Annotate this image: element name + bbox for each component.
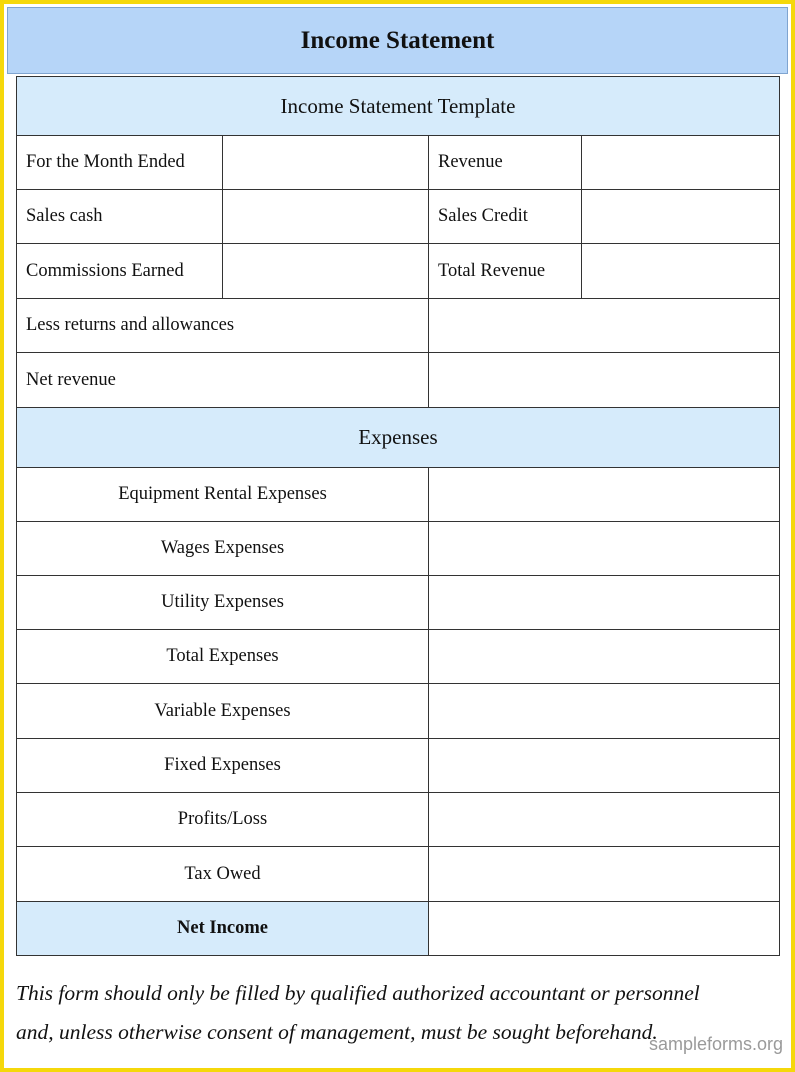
expenses-section-header: [17, 408, 779, 468]
label-revenue: Revenue: [429, 136, 582, 189]
commissions-earned-field[interactable]: [223, 244, 429, 298]
tax-owed-field[interactable]: [429, 847, 779, 901]
table-row: [17, 136, 779, 190]
income-statement-form: [16, 76, 780, 956]
watermark: sampleforms.org: [648, 1034, 783, 1054]
profits-loss-field[interactable]: [429, 793, 779, 846]
table-row: [17, 299, 779, 353]
label-fixed-expenses: Fixed Expenses: [17, 739, 429, 792]
table-row: [17, 684, 779, 739]
table-row: [17, 522, 779, 576]
table-row: [17, 793, 779, 847]
variable-expenses-field[interactable]: [429, 684, 779, 738]
net-income-field[interactable]: [429, 902, 779, 955]
table-row: [17, 468, 779, 522]
less-returns-field[interactable]: [429, 299, 779, 352]
page-title: Income Statement: [7, 7, 788, 74]
footnote-line-1: This form should only be filled by qualified authorized accountant or personnel: [16, 981, 700, 1005]
total-expenses-field[interactable]: [429, 630, 779, 683]
fixed-expenses-field[interactable]: [429, 739, 779, 792]
table-row: [17, 739, 779, 793]
label-total-expenses: Total Expenses: [17, 630, 429, 683]
label-profits-loss: Profits/Loss: [17, 793, 429, 846]
label-net-revenue: Net revenue: [17, 353, 429, 407]
label-variable-expenses: Variable Expenses: [17, 684, 429, 738]
sales-cash-field[interactable]: [223, 190, 429, 243]
revenue-field[interactable]: [582, 136, 779, 189]
template-section-title: Income Statement Template: [17, 77, 779, 135]
label-sales-credit: Sales Credit: [429, 190, 582, 243]
month-ended-field[interactable]: [223, 136, 429, 189]
label-net-income: Net Income: [17, 902, 429, 955]
net-revenue-field[interactable]: [429, 353, 779, 407]
table-row: [17, 630, 779, 684]
table-row: [17, 576, 779, 630]
expenses-section-title: Expenses: [17, 408, 779, 467]
footnote-line-2: and, unless otherwise consent of management, must be sought beforehand.: [16, 1020, 658, 1044]
template-section-header: [17, 76, 779, 136]
label-tax-owed: Tax Owed: [17, 847, 429, 901]
table-row: [17, 244, 779, 299]
table-row: [17, 847, 779, 902]
label-commissions-earned: Commissions Earned: [17, 244, 223, 298]
label-equipment-rental: Equipment Rental Expenses: [17, 468, 429, 521]
label-utility: Utility Expenses: [17, 576, 429, 629]
label-sales-cash: Sales cash: [17, 190, 223, 243]
total-revenue-field[interactable]: [582, 244, 779, 298]
equipment-rental-field[interactable]: [429, 468, 779, 521]
sales-credit-field[interactable]: [582, 190, 779, 243]
wages-field[interactable]: [429, 522, 779, 575]
table-row: [17, 353, 779, 408]
utility-field[interactable]: [429, 576, 779, 629]
label-wages: Wages Expenses: [17, 522, 429, 575]
table-row: [17, 902, 779, 956]
table-row: [17, 190, 779, 244]
label-month-ended: For the Month Ended: [17, 136, 223, 189]
label-total-revenue: Total Revenue: [429, 244, 582, 298]
label-less-returns: Less returns and allowances: [17, 299, 429, 352]
